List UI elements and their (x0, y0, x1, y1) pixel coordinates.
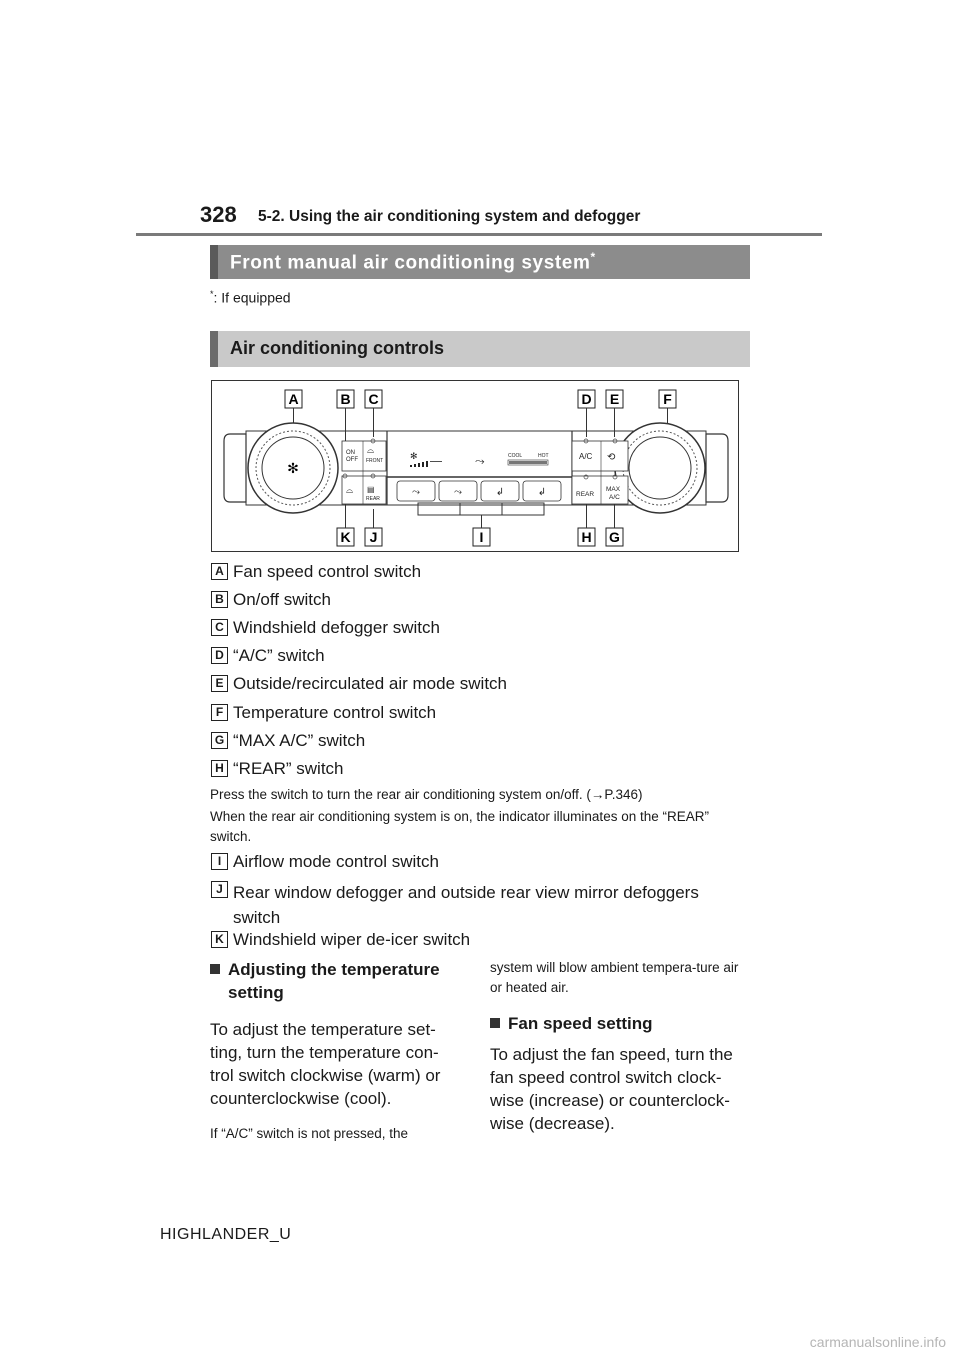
max-ac-label: A/C (609, 494, 620, 501)
fan-knob (248, 423, 338, 513)
recirculate-icon: ⟲ (607, 452, 616, 463)
watermark: carmanualsonline.info (809, 1334, 946, 1350)
wiper-deicer-icon: ⌓ (346, 485, 354, 495)
item-text: “REAR” switch (233, 759, 344, 778)
item-letter: A (211, 563, 228, 580)
subtitle: Air conditioning controls (230, 338, 444, 358)
fan-speed-heading: Fan speed setting (490, 1012, 752, 1035)
callout-i: I (479, 529, 484, 545)
item-text: Windshield defogger switch (233, 618, 440, 637)
callout-f: F (663, 391, 672, 407)
airflow-face-icon: ⤳ (412, 487, 420, 498)
temperature-note: If “A/C” switch is not pressed, the (210, 1126, 409, 1141)
callout-j: J (369, 529, 378, 545)
rear-small-label: REAR (366, 496, 380, 502)
main-title: Front manual air conditioning system* (230, 250, 596, 274)
item-letter: D (211, 647, 228, 664)
item-letter: F (211, 704, 228, 721)
off-label: OFF (346, 457, 358, 463)
item-text: Airflow mode control switch (233, 852, 439, 871)
on-label: ON (346, 450, 355, 456)
item-letter: K (211, 931, 228, 948)
item-text: Windshield wiper de-icer switch (233, 930, 471, 949)
rear-defog-icon: ▤ (367, 485, 375, 494)
fan-icon: ✻ (287, 461, 299, 477)
rear-note-1: Press the switch to turn the rear air conditioning system on/off. (→P.346) (210, 787, 643, 802)
hot-label: HOT (538, 453, 549, 459)
item-letter: H (211, 760, 228, 777)
callout-k: K (340, 529, 351, 545)
center-display (410, 451, 549, 468)
airflow-feet-defog-icon: ↲ (537, 487, 547, 498)
rear-note-2: When the rear air conditioning system is on, the indicator illuminates on the “REAR” switch. (210, 809, 709, 844)
left-buttons (342, 439, 386, 504)
callout-c: C (368, 391, 379, 407)
callout-a: A (288, 391, 299, 407)
page-number: 328 (200, 202, 237, 227)
callout-b: B (340, 391, 351, 407)
control-panel-figure (211, 380, 739, 552)
airflow-display-icon: ⤳ (475, 454, 485, 468)
item-text: On/off switch (233, 590, 331, 609)
left-column (210, 958, 460, 1144)
control-panel-illustration (212, 381, 740, 553)
right-column (490, 958, 752, 1135)
callouts-top (285, 390, 676, 408)
max-label: MAX (606, 486, 621, 493)
header-rule (136, 233, 822, 236)
item-letter: G (211, 732, 228, 749)
item-text: Temperature control switch (233, 703, 437, 722)
display-fan-icon: ✻ (410, 451, 418, 461)
item-text: Outside/recirculated air mode switch (233, 674, 508, 693)
footnote (210, 289, 291, 306)
fan-level-bars (410, 461, 442, 467)
item-text: “A/C” switch (233, 646, 325, 665)
item-letter: B (211, 591, 228, 608)
temperature-note-continued: system will blow ambient tempera-ture air or heated air. (490, 960, 739, 995)
section-title: 5-2. Using the air conditioning system and defogger (258, 208, 641, 225)
temperature-body: To adjust the temperature set-ting, turn the temperature con-trol switch clockwise (warm) or counterclockwise (cool). (210, 1020, 441, 1108)
main-title-mark: * (590, 250, 596, 264)
item-letter: E (211, 675, 228, 692)
square-bullet-icon (210, 964, 220, 974)
item-letter: I (211, 853, 228, 870)
temperature-knob (615, 423, 705, 513)
subtitle-bar (210, 331, 750, 367)
callout-e: E (609, 391, 620, 407)
item-text: Rear window defogger and outside rear view mirror defoggers switch (233, 883, 699, 927)
callout-g: G (609, 529, 620, 545)
ac-label: A/C (579, 452, 593, 461)
item-letter: C (211, 619, 228, 636)
callout-h: H (581, 529, 592, 545)
cool-label: COOL (508, 453, 523, 459)
main-title-bar (210, 245, 750, 279)
front-label: FRONT (366, 458, 384, 464)
callout-d: D (581, 391, 592, 407)
temperature-heading: Adjusting the temperature setting (210, 958, 460, 1004)
footnote-text: : If equipped (213, 289, 291, 306)
rear-label: REAR (576, 491, 595, 498)
fan-speed-body: To adjust the fan speed, turn the fan speed control switch clock-wise (increase) or counterclock-wise (decrease). (490, 1045, 733, 1133)
airflow-face-feet-icon: ⤳ (454, 487, 462, 498)
square-bullet-icon (490, 1018, 500, 1028)
front-defog-icon: ⌓ (367, 445, 375, 455)
airflow-feet-icon: ↲ (495, 487, 505, 498)
item-letter: J (211, 881, 228, 898)
airflow-buttons (397, 481, 561, 501)
callouts-bottom (337, 528, 623, 546)
footer-model: HIGHLANDER_U (160, 1226, 292, 1243)
item-text: “MAX A/C” switch (233, 731, 366, 750)
footnote-mark: * (210, 289, 214, 299)
item-text: Fan speed control switch (233, 562, 422, 581)
